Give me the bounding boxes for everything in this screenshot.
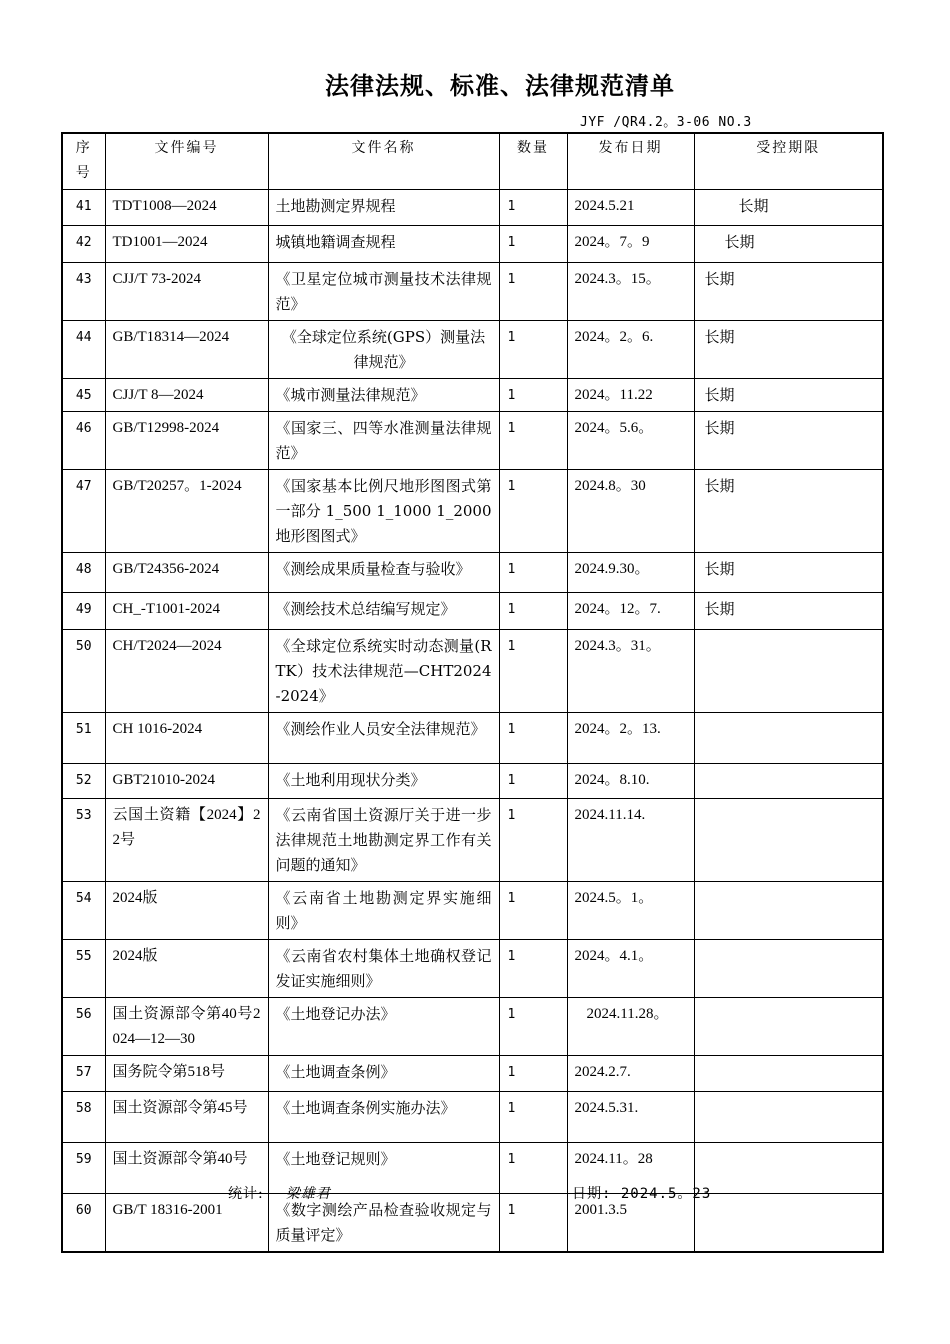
cell-period	[694, 1056, 883, 1092]
cell-name: 《土地登记办法》	[268, 998, 499, 1056]
cell-qty: 1	[499, 321, 567, 379]
cell-date: 2024。2。13.	[567, 713, 694, 764]
cell-seq: 58	[62, 1092, 105, 1143]
cell-period: 长期	[694, 593, 883, 630]
cell-code: TD1001—2024	[105, 226, 268, 263]
cell-qty: 1	[499, 713, 567, 764]
cell-code: 2024版	[105, 940, 268, 998]
cell-seq: 43	[62, 263, 105, 321]
cell-seq: 50	[62, 630, 105, 713]
cell-period	[694, 799, 883, 882]
cell-seq: 42	[62, 226, 105, 263]
table-row	[62, 1056, 883, 1092]
table-row	[62, 553, 883, 593]
cell-qty: 1	[499, 263, 567, 321]
cell-code: TDT1008—2024	[105, 190, 268, 226]
cell-code: 国土资源部令第40号2024—12—30	[105, 998, 268, 1056]
cell-date: 2024。7。9	[567, 226, 694, 263]
table-row	[62, 713, 883, 764]
page-title: 法律法规、标准、法律规范清单	[325, 71, 675, 100]
cell-date: 2024.5。1。	[567, 882, 694, 940]
cell-qty: 1	[499, 764, 567, 799]
cell-period	[694, 764, 883, 799]
cell-seq: 53	[62, 799, 105, 882]
cell-seq: 51	[62, 713, 105, 764]
cell-date: 2024.5.31.	[567, 1092, 694, 1143]
cell-seq: 59	[62, 1143, 105, 1194]
cell-seq: 41	[62, 190, 105, 226]
cell-date: 2024.11。28	[567, 1143, 694, 1194]
header-name: 文件名称	[268, 133, 499, 190]
cell-name: 《云南省土地勘测定界实施细则》	[268, 882, 499, 940]
cell-code: CH 1016-2024	[105, 713, 268, 764]
cell-name: 《卫星定位城市测量技术法律规范》	[268, 263, 499, 321]
table-row	[62, 1092, 883, 1143]
document-number: JYF /QR4.2。3-06 NO.3	[580, 115, 752, 130]
cell-date: 2024.9.30。	[567, 553, 694, 593]
cell-seq: 44	[62, 321, 105, 379]
table-row	[62, 412, 883, 470]
table-row	[62, 1194, 883, 1253]
cell-date: 2024.8。30	[567, 470, 694, 553]
cell-code: GB/T12998-2024	[105, 412, 268, 470]
cell-name: 《土地利用现状分类》	[268, 764, 499, 799]
cell-qty: 1	[499, 412, 567, 470]
cell-period	[694, 713, 883, 764]
cell-period	[694, 1194, 883, 1253]
table-row	[62, 190, 883, 226]
cell-seq: 55	[62, 940, 105, 998]
table-row	[62, 593, 883, 630]
table-row	[62, 470, 883, 553]
cell-name: 《云南省农村集体土地确权登记发证实施细则》	[268, 940, 499, 998]
cell-qty: 1	[499, 593, 567, 630]
cell-period: 长期	[694, 553, 883, 593]
cell-code: GBT21010-2024	[105, 764, 268, 799]
cell-code: GB/T 18316-2001	[105, 1194, 268, 1253]
cell-period: 长期	[694, 470, 883, 553]
footer-date: 日期: 2024.5。23	[572, 1186, 712, 1202]
cell-qty: 1	[499, 1143, 567, 1194]
table-row	[62, 379, 883, 412]
cell-seq: 45	[62, 379, 105, 412]
cell-date: 2024.2.7.	[567, 1056, 694, 1092]
cell-name: 《测绘技术总结编写规定》	[268, 593, 499, 630]
cell-seq: 48	[62, 553, 105, 593]
table-header-row	[62, 133, 883, 190]
cell-date: 2024.11.14.	[567, 799, 694, 882]
table-row	[62, 1143, 883, 1194]
cell-seq: 57	[62, 1056, 105, 1092]
cell-date: 2024。12。7.	[567, 593, 694, 630]
cell-code: GB/T20257。1-2024	[105, 470, 268, 553]
cell-period	[694, 998, 883, 1056]
cell-period: 长期	[694, 412, 883, 470]
cell-period: 长期	[694, 321, 883, 379]
cell-seq: 56	[62, 998, 105, 1056]
table-row	[62, 321, 883, 379]
cell-seq: 54	[62, 882, 105, 940]
table-row	[62, 263, 883, 321]
cell-name: 《全球定位系统实时动态测量(RTK）技术法律规范—CHT2024-2024》	[268, 630, 499, 713]
cell-qty: 1	[499, 630, 567, 713]
table-row	[62, 882, 883, 940]
cell-code: CJJ/T 73-2024	[105, 263, 268, 321]
footer-statistician	[228, 1183, 331, 1203]
cell-name: 《国家基本比例尺地形图图式第一部分 1_500 1_1000 1_2000 地形图图式》	[268, 470, 499, 553]
cell-code: CH/T2024—2024	[105, 630, 268, 713]
cell-code: CJJ/T 8—2024	[105, 379, 268, 412]
cell-period	[694, 1092, 883, 1143]
cell-name: 《土地登记规则》	[268, 1143, 499, 1194]
cell-period	[694, 882, 883, 940]
cell-name: 《城市测量法律规范》	[268, 379, 499, 412]
cell-name: 土地勘测定界规程	[268, 190, 499, 226]
table-row	[62, 998, 883, 1056]
cell-name: 《测绘成果质量检查与验收》	[268, 553, 499, 593]
cell-qty: 1	[499, 190, 567, 226]
cell-code: CH_-T1001-2024	[105, 593, 268, 630]
cell-qty: 1	[499, 998, 567, 1056]
cell-code: 国务院令第518号	[105, 1056, 268, 1092]
stat-name: 梁雄君	[285, 1186, 331, 1202]
cell-date: 2024.11.28。	[567, 998, 694, 1056]
table-row	[62, 799, 883, 882]
cell-code: GB/T18314—2024	[105, 321, 268, 379]
cell-date: 2024。4.1。	[567, 940, 694, 998]
cell-name: 《云南省国土资源厅关于进一步法律规范土地勘测定界工作有关问题的通知》	[268, 799, 499, 882]
cell-date: 2024。11.22	[567, 379, 694, 412]
cell-qty: 1	[499, 1056, 567, 1092]
cell-code: 云国土资籍【2024】22号	[105, 799, 268, 882]
header-qty: 数量	[499, 133, 567, 190]
cell-qty: 1	[499, 553, 567, 593]
cell-qty: 1	[499, 1194, 567, 1253]
cell-code: GB/T24356-2024	[105, 553, 268, 593]
table-row	[62, 630, 883, 713]
cell-date: 2024。2。6.	[567, 321, 694, 379]
table-row	[62, 940, 883, 998]
header-date: 发布日期	[567, 133, 694, 190]
header-seq: 序号	[62, 133, 105, 190]
cell-period: 长期	[694, 263, 883, 321]
cell-qty: 1	[499, 470, 567, 553]
cell-name: 《土地调查条例》	[268, 1056, 499, 1092]
cell-date: 2024.5.21	[567, 190, 694, 226]
cell-seq: 49	[62, 593, 105, 630]
cell-period	[694, 630, 883, 713]
cell-name: 《数字测绘产品检查验收规定与质量评定》	[268, 1194, 499, 1253]
stat-label: 统计:	[228, 1186, 264, 1202]
cell-period: 长期	[694, 379, 883, 412]
cell-code: 2024版	[105, 882, 268, 940]
cell-qty: 1	[499, 379, 567, 412]
header-period: 受控期限	[694, 133, 883, 190]
cell-name: 城镇地籍调查规程	[268, 226, 499, 263]
cell-date: 2024.3。15。	[567, 263, 694, 321]
cell-name: 《土地调查条例实施办法》	[268, 1092, 499, 1143]
cell-period	[694, 1143, 883, 1194]
cell-period: 长期	[694, 226, 883, 263]
cell-qty: 1	[499, 1092, 567, 1143]
cell-qty: 1	[499, 226, 567, 263]
cell-date: 2024。5.6。	[567, 412, 694, 470]
cell-name: 《全球定位系统(GPS）测量法律规范》	[268, 321, 499, 379]
header-code: 文件编号	[105, 133, 268, 190]
cell-period: 长期	[694, 190, 883, 226]
cell-seq: 60	[62, 1194, 105, 1253]
cell-qty: 1	[499, 882, 567, 940]
cell-code: 国土资源部令第40号	[105, 1143, 268, 1194]
cell-date: 2001.3.5	[567, 1194, 694, 1253]
cell-qty: 1	[499, 940, 567, 998]
cell-seq: 52	[62, 764, 105, 799]
cell-seq: 47	[62, 470, 105, 553]
cell-name: 《国家三、四等水准测量法律规范》	[268, 412, 499, 470]
cell-date: 2024。8.10.	[567, 764, 694, 799]
table-row	[62, 226, 883, 263]
cell-name: 《测绘作业人员安全法律规范》	[268, 713, 499, 764]
table-row	[62, 764, 883, 799]
cell-seq: 46	[62, 412, 105, 470]
cell-qty: 1	[499, 799, 567, 882]
cell-code: 国土资源部令第45号	[105, 1092, 268, 1143]
regulation-table	[61, 132, 884, 1253]
cell-date: 2024.3。31。	[567, 630, 694, 713]
cell-period	[694, 940, 883, 998]
